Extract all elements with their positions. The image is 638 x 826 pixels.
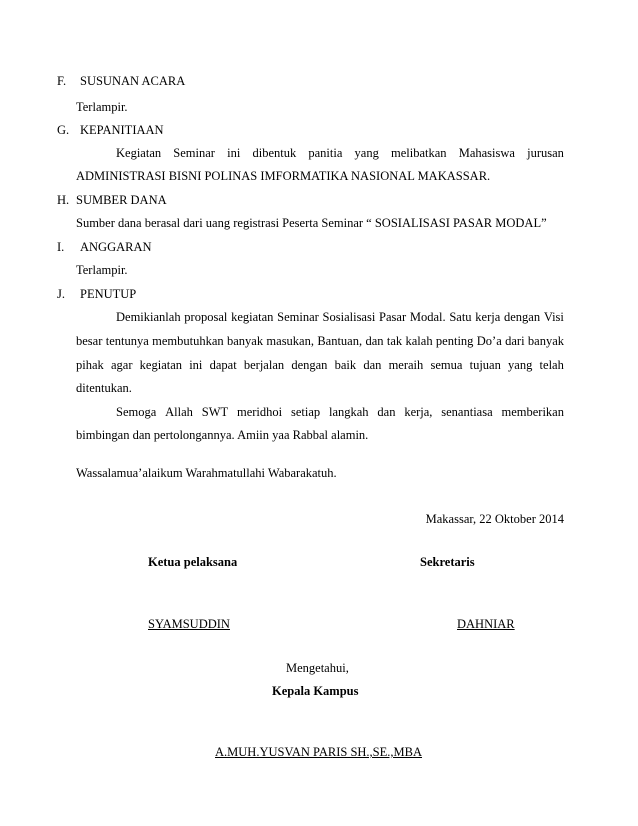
signature-left-title: Ketua pelaksana <box>148 555 238 569</box>
section-f-heading: SUSUNAN ACARA <box>80 74 186 88</box>
section-h-heading: SUMBER DANA <box>76 193 167 207</box>
signature-right-name: DAHNIAR <box>457 617 515 631</box>
word: kegiatan <box>139 358 183 372</box>
closing-paragraph-1-line-1 <box>116 310 564 325</box>
word: setiap <box>290 405 321 419</box>
word: penting <box>435 334 474 348</box>
word: tentunya <box>105 334 149 348</box>
word: dengan <box>503 310 541 324</box>
section-i-body: Terlampir. <box>76 263 128 277</box>
word: Demikianlah <box>116 310 181 324</box>
word: Semoga <box>116 405 157 419</box>
section-i-heading: ANGGARAN <box>80 240 152 254</box>
word: berjalan <box>243 358 285 372</box>
word: senantiasa <box>441 405 493 419</box>
closing-paragraph-1-line-4: ditentukan. <box>76 381 132 395</box>
word: dan <box>377 405 396 419</box>
word: pihak <box>76 358 104 372</box>
closing-paragraph-2-line-2: bimbingan dan pertolongannya. Amiin yaa Rabbal alamin. <box>76 428 369 442</box>
word: membutuhkan <box>152 334 224 348</box>
place-date: Makassar, 22 Oktober 2014 <box>425 512 564 526</box>
word: agar <box>110 358 133 372</box>
word: dari <box>505 334 525 348</box>
word: yang <box>354 146 379 160</box>
word: telah <box>539 358 564 372</box>
word: Kegiatan <box>116 146 162 160</box>
closing-greeting: Wassalamua’alaikum Warahmatullahi Wabarakatuh. <box>76 466 337 480</box>
word: Visi <box>543 310 564 324</box>
word: banyak <box>527 334 564 348</box>
word: semua <box>430 358 463 372</box>
section-g-letter: G. <box>57 123 70 137</box>
word: Seminar <box>173 146 215 160</box>
word: tak <box>386 334 403 348</box>
signature-left-name: SYAMSUDDIN <box>148 617 230 631</box>
acknowledgement-intro: Mengetahui, <box>286 661 349 675</box>
word: baik <box>334 358 357 372</box>
word: besar <box>76 334 103 348</box>
word: meridhoi <box>236 405 283 419</box>
word: kegiatan <box>231 310 274 324</box>
word: Allah <box>165 405 193 419</box>
section-i-letter: I. <box>57 240 65 254</box>
section-f-body: Terlampir. <box>76 100 128 114</box>
word: dan <box>365 334 384 348</box>
word: dibentuk <box>252 146 297 160</box>
closing-paragraph-2-line-1 <box>116 405 564 420</box>
closing-paragraph-1-line-3 <box>76 358 564 373</box>
word: meraih <box>388 358 424 372</box>
word: kerja, <box>404 405 433 419</box>
word: SWT <box>201 405 229 419</box>
word: panitia <box>308 146 343 160</box>
section-h-body: Sumber dana berasal dari uang registrasi Peserta Seminar “ SOSIALISASI PASAR MODAL” <box>76 216 547 230</box>
section-h-letter: H. <box>57 193 70 207</box>
acknowledgement-name: A.MUH.YUSVAN PARIS SH.,SE.,MBA <box>215 745 423 759</box>
word: jurusan <box>527 146 564 160</box>
word: yang <box>508 358 533 372</box>
word: Pasar <box>379 310 407 324</box>
word: langkah <box>328 405 369 419</box>
section-g-line-1 <box>116 146 564 161</box>
section-g-line-2: ADMINISTRASI BISNI POLINAS IMFORMATIKA NASIONAL MAKASSAR. <box>76 169 491 183</box>
closing-paragraph-1-line-2 <box>76 334 564 349</box>
word: Do’a <box>476 334 502 348</box>
word: dan <box>363 358 382 372</box>
word: Modal. <box>409 310 446 324</box>
acknowledgement-title: Kepala Kampus <box>272 684 359 698</box>
section-j-letter: J. <box>57 287 65 301</box>
word: ini <box>189 358 203 372</box>
word: ini <box>227 146 241 160</box>
section-j-heading: PENUTUP <box>80 287 137 301</box>
word: banyak <box>226 334 264 348</box>
word: melibatkan <box>391 146 447 160</box>
word: Satu <box>449 310 472 324</box>
word: proposal <box>184 310 228 324</box>
word: kerja <box>475 310 501 324</box>
word: memberikan <box>501 405 564 419</box>
word: Sosialisasi <box>322 310 376 324</box>
word: dengan <box>291 358 328 372</box>
word: dapat <box>209 358 237 372</box>
section-g-heading: KEPANITIAAN <box>80 123 164 137</box>
word: masukan, <box>266 334 314 348</box>
word: Seminar <box>277 310 319 324</box>
word: tujuan <box>469 358 501 372</box>
word: kalah <box>405 334 433 348</box>
word: Mahasiswa <box>458 146 515 160</box>
word: Bantuan, <box>317 334 363 348</box>
signature-right-title: Sekretaris <box>420 555 475 569</box>
section-f-letter: F. <box>57 74 67 88</box>
